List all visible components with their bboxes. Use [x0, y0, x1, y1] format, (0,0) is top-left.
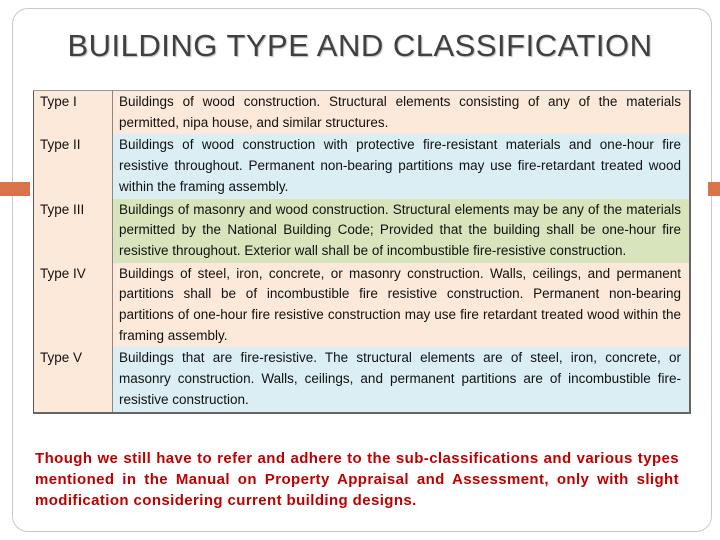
page-title: BUILDING TYPE AND CLASSIFICATION	[67, 28, 653, 63]
type-label: Type III	[34, 199, 113, 263]
type-label: Type II	[34, 134, 113, 198]
table-row	[34, 263, 691, 348]
type-label: Type I	[34, 91, 113, 135]
table-row	[34, 134, 691, 198]
table-row	[34, 347, 691, 412]
classification-table	[33, 90, 691, 414]
type-description: Buildings of wood construction. Structural elements consisting of any of the materials permitted, nipa house, and similar structures.	[113, 91, 691, 135]
footnote-text: Though we still have to refer and adhere to the sub-classifications and various types mentioned in the Manual on Property Appraisal and Assessment, only with slight modification considering current building designs.	[35, 450, 679, 509]
type-label: Type V	[34, 347, 113, 412]
right-accent-bar	[708, 182, 720, 196]
table-row	[34, 91, 691, 135]
type-description: Buildings that are fire-resistive. The structural elements are of steel, iron, concrete, or masonry construction. Walls, ceilings, and permanent partitions are of incombustible fire-resistive construction.	[113, 347, 691, 412]
table-row	[34, 199, 691, 263]
type-label: Type IV	[34, 263, 113, 348]
left-accent-bar	[0, 182, 30, 196]
type-description: Buildings of steel, iron, concrete, or masonry construction. Walls, ceilings, and permanent partitions shall be of incombustible fire resistive construction. Permanent non-bearing partitions of one-hour fire resistive construction may use fire retardant treated wood within the framing assembly.	[113, 263, 691, 348]
type-description: Buildings of wood construction with protective fire-resistant materials and one-hour fire resistive throughout. Permanent non-bearing partitions may use fire-retardant treated wood within the framing assembly.	[113, 134, 691, 198]
type-description: Buildings of masonry and wood construction. Structural elements may be any of the materials permitted by the National Building Code; Provided that the building shall be one-hour fire resistive throughout. Exterior wall shall be of incombustible fire-resistive construction.	[113, 199, 691, 263]
